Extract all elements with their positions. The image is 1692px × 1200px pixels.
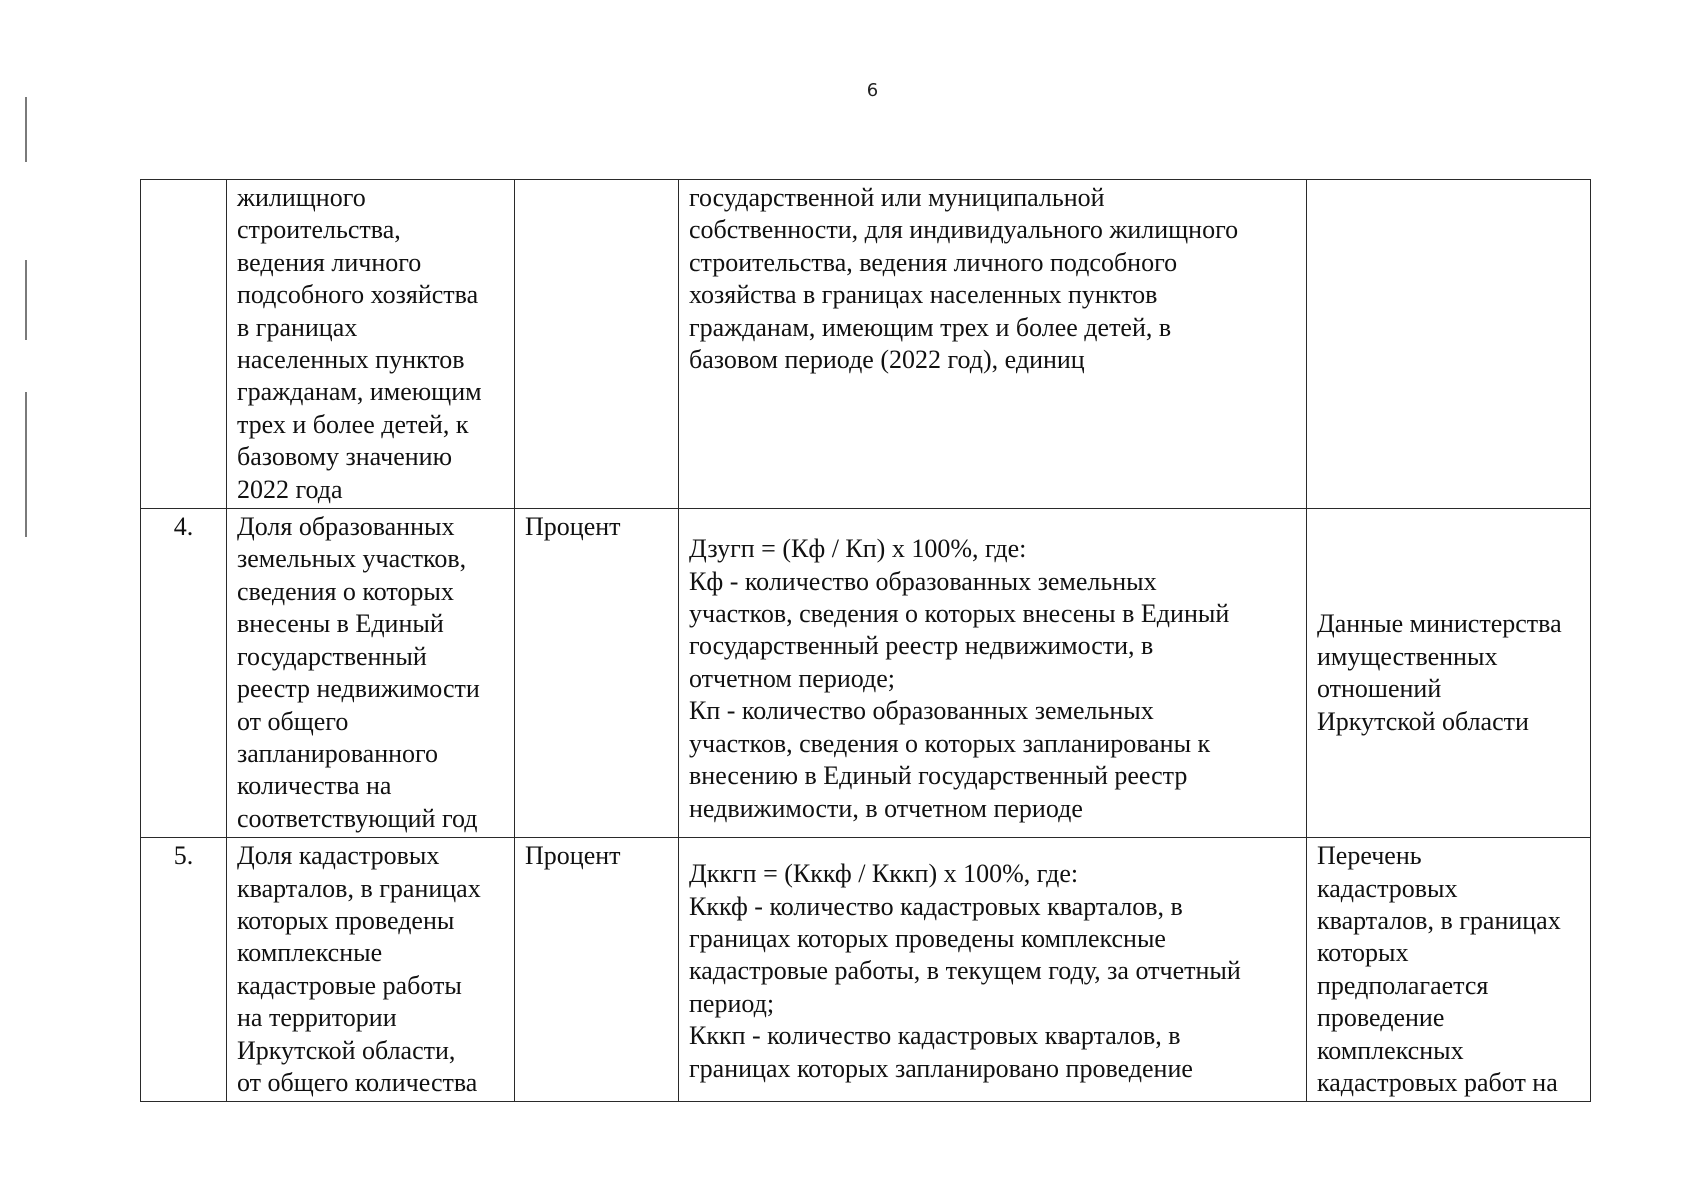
- indicator-name-line: комплексные: [237, 938, 383, 968]
- indicator-name-line: в границах: [237, 312, 358, 342]
- indicator-name-cell: [227, 509, 515, 838]
- data-source-line: которых: [1317, 938, 1409, 968]
- row-number-cell: [141, 180, 227, 509]
- formula-line: границах которых запланировано проведение: [689, 1053, 1193, 1083]
- formula-line: хозяйства в границах населенных пунктов: [689, 280, 1158, 310]
- unit-cell: [515, 180, 679, 509]
- data-source-line: кадастровых: [1317, 873, 1458, 903]
- indicator-name-line: 2022 года: [237, 474, 343, 504]
- unit-value: Процент: [525, 841, 621, 871]
- formula-line: участков, сведения о которых запланированы к: [689, 728, 1211, 758]
- indicator-name-line: населенных пунктов: [237, 345, 465, 375]
- row-number-cell: [141, 509, 227, 838]
- indicator-name-line: реестр недвижимости: [237, 674, 480, 704]
- formula-line: Кккф - количество кадастровых кварталов, в: [689, 891, 1183, 921]
- data-source-line: имущественных: [1317, 641, 1498, 671]
- indicator-name-line: соответствующий год: [237, 803, 478, 833]
- formula-line: отчетном периоде;: [689, 663, 895, 693]
- formula-cell: [679, 509, 1307, 838]
- scan-margin-mark: [25, 97, 27, 162]
- indicator-name-line: земельных участков,: [237, 544, 467, 574]
- indicator-name-line: Иркутской области,: [237, 1035, 456, 1065]
- indicator-name-line: подсобного хозяйства: [237, 280, 479, 310]
- formula-cell: [679, 180, 1307, 509]
- indicator-name-line: от общего: [237, 706, 349, 736]
- data-source-line: кадастровых работ на: [1317, 1067, 1558, 1097]
- formula-line: Дзугп = (Кф / Кп) х 100%, где:: [689, 534, 1027, 564]
- indicator-name-line: базовому значению: [237, 442, 452, 472]
- data-source-line: комплексных: [1317, 1035, 1464, 1065]
- formula-line: Дккгп = (Кккф / Кккп) х 100%, где:: [689, 859, 1079, 889]
- indicator-name-line: Доля образованных: [237, 512, 455, 542]
- data-source-line: предполагается: [1317, 970, 1489, 1000]
- formula-line: базовом периоде (2022 год), единиц: [689, 345, 1085, 375]
- data-source-line: Иркутской области: [1317, 706, 1529, 736]
- unit-value: Процент: [525, 512, 621, 542]
- table-row: [141, 509, 1591, 838]
- indicator-name-line: кварталов, в границах: [237, 873, 481, 903]
- indicator-name-line: ведения личного: [237, 247, 422, 277]
- formula-line: период;: [689, 988, 775, 1018]
- indicator-name-line: сведения о которых: [237, 576, 454, 606]
- formula-line: недвижимости, в отчетном периоде: [689, 793, 1083, 823]
- data-source-line: кварталов, в границах: [1317, 905, 1561, 935]
- formula-line: гражданам, имеющим трех и более детей, в: [689, 312, 1172, 342]
- scan-margin-mark: [25, 392, 27, 537]
- formula-cell: [679, 838, 1307, 1102]
- formula-line: строительства, ведения личного подсобного: [689, 247, 1178, 277]
- indicator-name-line: внесены в Единый: [237, 609, 444, 639]
- indicator-name-line: запланированного: [237, 738, 439, 768]
- data-source-line: отношений: [1317, 674, 1442, 704]
- table-row: [141, 180, 1591, 509]
- formula-line: государственный реестр недвижимости, в: [689, 631, 1154, 661]
- indicator-name-line: кадастровые работы: [237, 970, 462, 1000]
- formula-line: кадастровые работы, в текущем году, за отчетный: [689, 956, 1241, 986]
- unit-cell: [515, 838, 679, 1102]
- indicator-name-cell: [227, 180, 515, 509]
- indicator-name-line: строительства,: [237, 215, 401, 245]
- indicator-name-line: количества на: [237, 771, 392, 801]
- data-source-line: Данные министерства: [1317, 609, 1562, 639]
- indicator-name-line: которых проведены: [237, 905, 455, 935]
- unit-cell: [515, 509, 679, 838]
- indicator-name-line: государственный: [237, 641, 427, 671]
- formula-line: Кф - количество образованных земельных: [689, 566, 1157, 596]
- formula-line: границах которых проведены комплексные: [689, 923, 1166, 953]
- indicator-name-line: гражданам, имеющим: [237, 377, 482, 407]
- scan-margin-mark: [25, 260, 27, 340]
- table-row: [141, 838, 1591, 1102]
- formula-line: Кп - количество образованных земельных: [689, 696, 1154, 726]
- data-source-cell: [1307, 180, 1591, 509]
- indicator-table: [140, 179, 1591, 1102]
- page-number: 6: [866, 80, 879, 101]
- formula-line: собственности, для индивидуального жилищного: [689, 215, 1239, 245]
- data-source-line: проведение: [1317, 1003, 1445, 1033]
- formula-line: внесению в Единый государственный реестр: [689, 761, 1188, 791]
- data-source-cell: [1307, 509, 1591, 838]
- indicator-name-line: жилищного: [237, 183, 366, 212]
- row-number: 4.: [173, 512, 194, 542]
- indicator-name-cell: [227, 838, 515, 1102]
- row-number-cell: [141, 838, 227, 1102]
- indicator-name-line: Доля кадастровых: [237, 841, 440, 871]
- formula-line: Кккп - количество кадастровых кварталов, в: [689, 1021, 1181, 1051]
- formula-line: участков, сведения о которых внесены в Единый: [689, 599, 1230, 629]
- data-source-cell: [1307, 838, 1591, 1102]
- formula-line: государственной или муниципальной: [689, 183, 1105, 212]
- indicator-name-line: трех и более детей, к: [237, 409, 469, 439]
- indicator-name-line: от общего количества: [237, 1067, 478, 1097]
- row-number: 5.: [173, 841, 194, 871]
- indicator-name-line: на территории: [237, 1003, 397, 1033]
- data-source-line: Перечень: [1317, 841, 1422, 871]
